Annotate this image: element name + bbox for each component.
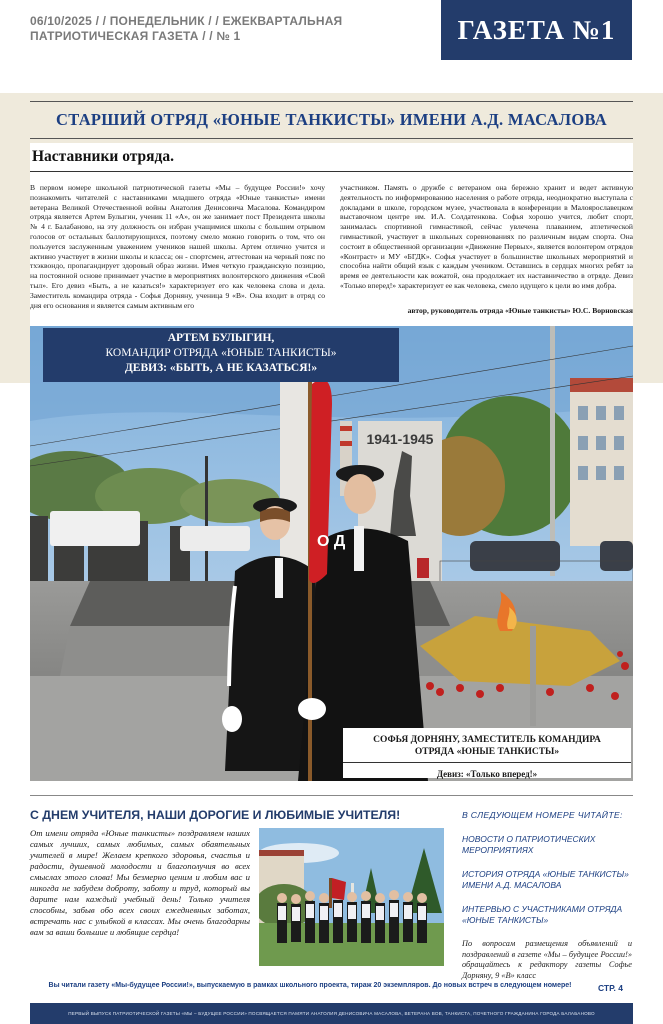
- next-issue-heading: В СЛЕДУЮЩЕМ НОМЕРЕ ЧИТАЙТЕ:: [462, 810, 623, 820]
- commander-caption: [43, 328, 399, 382]
- section-divider: [30, 138, 633, 139]
- teachers-day-title: С ДНЕМ УЧИТЕЛЯ, НАШИ ДОРОГИЕ И ЛЮБИМЫЕ УЧИТЕЛЯ!: [30, 808, 401, 822]
- deputy-name: СОФЬЯ ДОРНЯНУ, ЗАМЕСТИТЕЛЬ КОМАНДИРА: [373, 735, 601, 745]
- next-issue-item: НОВОСТИ О ПАТРИОТИЧЕСКИХ МЕРОПРИЯТИЯХ: [462, 834, 596, 855]
- issue-meta-line2: ПАТРИОТИЧЕСКАЯ ГАЗЕТА / / № 1: [30, 29, 241, 43]
- editor-contact-note: По вопросам размещения объявлений и поздравлений в газете «Мы – будущее России!» обращайтесь к редактору газеты Софье Дорняну, 9 «В» класс: [462, 939, 632, 980]
- monument-inscription: 1941-1945: [366, 431, 434, 447]
- next-issue-column: [462, 810, 632, 981]
- deputy-role: ОТРЯДА «ЮНЫЕ ТАНКИСТЫ»: [414, 747, 560, 757]
- page-number: СТР. 4: [598, 983, 623, 993]
- article-signature: автор, руководитель отряда «Юные танкисты» Ю.С. Ворновская: [407, 306, 633, 315]
- dedication-bar: ПЕРВЫЙ ВЫПУСК ПАТРИОТИЧЕСКОЙ ГАЗЕТЫ «МЫ – БУДУЩЕЕ РОССИИ» ПОСВЯЩАЕТСЯ ПАМЯТИ АНАТОЛИЯ ДЕНИСОВИЧА МАСАЛОВА, ВЕТЕРАНА ВОВ, ТАНКИСТА, ПОЧЕТНОГО ГРАЖДАНИНА ГОРОДА БАЛАБАНОВО: [30, 1003, 633, 1024]
- closing-note: Вы читали газету «Мы-будущее России!», выпускаемую в рамках школьного проекта, тираж 20 экземпляров. До новых встреч в следующем номере!: [48, 982, 572, 989]
- teachers-day-text: От имени отряда «Юные танкисты» поздравляем наших самых лучших, самых любимых, самых обаятельных учителей в мире! Желаем крепкого здоровья, счастья и радости, душевной молодости и благополучия во всех смыслах этого слова! Мы безмерно ценим и любим вас и никогда не забудем доброту, заботу и труд, который вы дарите нам каждый учебный день! Только учителя способны, забыв обо всех своих ежедневных заботах, встречать нас с улыбкой в классах. Мы очень благодарны вам за ваши большие и любящие сердца!: [30, 828, 250, 937]
- deputy-motto: Девиз: «Только вперед!»: [436, 769, 538, 779]
- article-subtitle: Наставники отряда.: [32, 148, 175, 165]
- next-issue-item: ИНТЕРВЬЮ С УЧАСТНИКАМИ ОТРЯДА «ЮНЫЕ ТАНКИСТЫ»: [462, 904, 623, 925]
- bottom-divider: [30, 795, 633, 796]
- article-column-2: участником. Память о дружбе с ветераном она бережно хранит и ведет активную деятельность по информированию населения о работе отряда, неоднократно выступала с докладами в школе, городском музее, участвовала в конференции в Малоярославецком выставочном центре им. И.А. Солдатенкова. Софья хорошо учится, любит спорт, занималась спортивной гимнастикой, сейчас увлечена плаванием, атлетической гимнастикой, участвует в школьных соревнованиях по различным видам спорта. Она состоит в общественной организации «Движение Первых», является волонтером отрядов «Контраст» и МУ «БГДК». Софья участвует в большинстве школьных мероприятий и способна найти общий язык с каждым учеником. Оставшись в сердцах многих ребят за время ее деятельности как вожатой, она продолжает их наставничество в отряде. Девиз «Только вперед!» характеризует ее как человека, смело идущего к цели во имя добра.: [340, 183, 633, 290]
- flag-letters: О Д: [317, 533, 346, 550]
- commander-role: КОМАНДИР ОТРЯДА «ЮНЫЕ ТАНКИСТЫ»: [105, 347, 337, 359]
- top-divider: [30, 101, 633, 102]
- caption-divider: [343, 762, 631, 763]
- subtitle-divider: [30, 171, 633, 172]
- group-photo: [259, 828, 444, 966]
- issue-meta: [30, 14, 370, 44]
- commander-motto: ДЕВИЗ: «БЫТЬ, А НЕ КАЗАТЬСЯ!»: [124, 362, 318, 374]
- deputy-caption: [343, 728, 631, 778]
- next-issue-item: ИСТОРИЯ ОТРЯДА «ЮНЫЕ ТАНКИСТЫ» ИМЕНИ А.Д. МАСАЛОВА: [462, 869, 629, 890]
- issue-meta-line1: 06/10/2025 / / ПОНЕДЕЛЬНИК / / ЕЖЕКВАРТАЛЬНАЯ: [30, 14, 343, 28]
- main-photo: [30, 326, 633, 781]
- section-title: СТАРШИЙ ОТРЯД «ЮНЫЕ ТАНКИСТЫ» ИМЕНИ А.Д. МАСАЛОВА: [56, 110, 607, 129]
- article-column-1: В первом номере школьной патриотической газеты «Мы – будущее России!» хочу познакомить читателей с наставниками младшего отряда «Юные танкисты» имени ветерана Великой Отечественной войны Анатолия Денисовича Масалова. Командиром отряда является Артем Булыгин, ученик 11 «А», он же занимает пост Президента школы № 4 г. Балабаново, на эту должность он избран учащимися школы с большим отрывом голосов от остальных баллотирующихся, поэтому смело можно говорить о том, что он пользуется заслуженным уважением учеников нашей школы. Артем отлично учится и активно участвует в жизни школы и класса; он - спортсмен, аттестован на черный пояс по тхэквондо, пропагандирует здоровый образ жизни. Имея четкую гражданскую позицию, на постоянной основе принимает участие в мероприятиях волонтерского движения «Свой тыл». Его девиз «Быть, а не казаться!» характеризует его как человека слова и дела. Заместитель командира отряда - Софья Дорняну, ученица 9 «В». Она входит в отряд со дня его основания и является самым активным его: [30, 183, 325, 310]
- newspaper-title: ГАЗЕТА №1: [441, 0, 632, 60]
- commander-name: АРТЕМ БУЛЫГИН,: [167, 332, 275, 344]
